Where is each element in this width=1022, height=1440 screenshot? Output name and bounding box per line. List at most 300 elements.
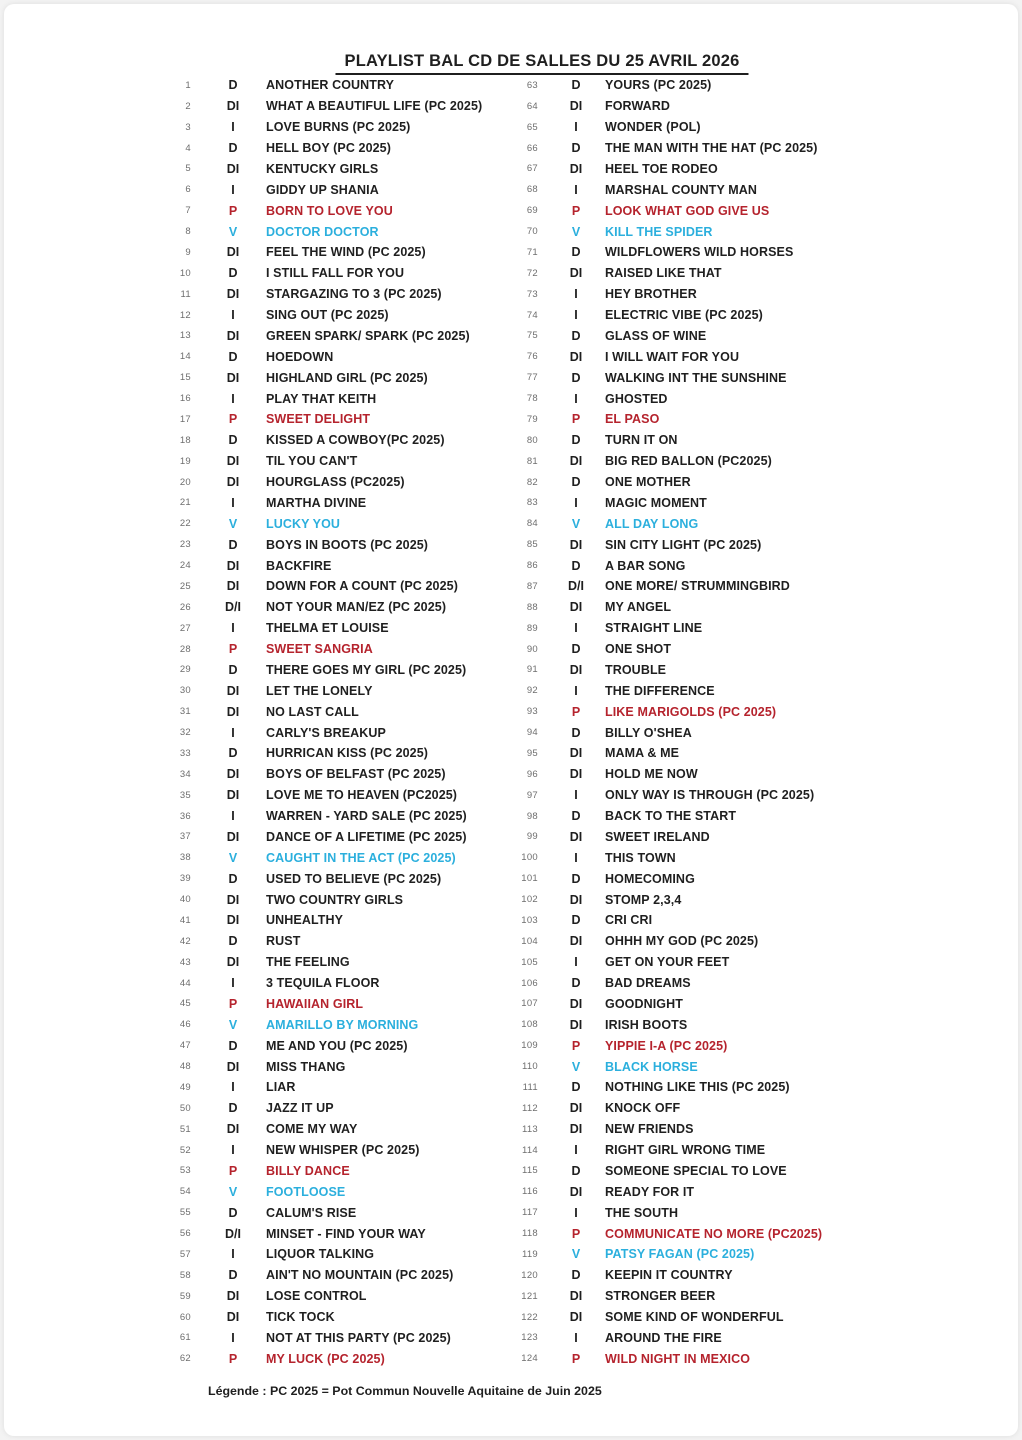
- dance-type-code: D/I: [568, 579, 584, 594]
- playlist-row: [511, 305, 881, 326]
- playlist-row: [511, 263, 881, 284]
- track-number: 109: [521, 1040, 538, 1052]
- playlist-row: [169, 1244, 514, 1265]
- playlist-row: [169, 597, 514, 618]
- dance-type-code: P: [228, 412, 238, 427]
- playlist-row: [511, 847, 881, 868]
- track-number: 12: [179, 309, 191, 321]
- track-number: 59: [179, 1290, 191, 1302]
- dance-type-code: D: [228, 349, 238, 364]
- dance-type-code: DI: [569, 662, 583, 677]
- playlist-row: [511, 973, 881, 994]
- track-title: IRISH BOOTS: [605, 1017, 688, 1032]
- track-title: RIGHT GIRL WRONG TIME: [605, 1143, 766, 1158]
- playlist-row: [511, 409, 881, 430]
- dance-type-code: D: [571, 725, 581, 740]
- dance-type-code: DI: [226, 1059, 240, 1074]
- playlist-row: [511, 1328, 881, 1349]
- track-title: OHHH MY GOD (PC 2025): [605, 934, 759, 949]
- track-title: GIDDY UP SHANIA: [266, 182, 379, 197]
- dance-type-code: D: [571, 976, 581, 991]
- dance-type-code: D: [571, 1080, 581, 1095]
- track-title: LOVE BURNS (PC 2025): [266, 120, 411, 135]
- dance-type-code: DI: [569, 600, 583, 615]
- track-title: HELL BOY (PC 2025): [266, 141, 391, 156]
- track-title: WARREN - YARD SALE (PC 2025): [266, 809, 467, 824]
- playlist-row: [169, 743, 514, 764]
- playlist-row: [169, 179, 514, 200]
- track-number: 52: [179, 1144, 191, 1156]
- track-number: 16: [179, 393, 191, 405]
- dance-type-code: DI: [569, 537, 583, 552]
- dance-type-code: D: [571, 433, 581, 448]
- playlist-row: [169, 263, 514, 284]
- dance-type-code: P: [228, 996, 238, 1011]
- track-title: TWO COUNTRY GIRLS: [266, 892, 404, 907]
- track-number: 111: [522, 1081, 538, 1093]
- track-title: MY LUCK (PC 2025): [266, 1351, 385, 1366]
- playlist-row: [511, 701, 881, 722]
- track-number: 14: [179, 351, 191, 363]
- playlist-row: [169, 680, 514, 701]
- track-number: 72: [526, 267, 538, 279]
- track-title: SWEET SANGRIA: [266, 642, 373, 657]
- dance-type-code: I: [231, 725, 235, 740]
- playlist-row: [169, 284, 514, 305]
- dance-type-code: DI: [569, 1289, 583, 1304]
- playlist-row: [169, 159, 514, 180]
- playlist-column-right: [511, 75, 881, 1369]
- playlist-row: [169, 472, 514, 493]
- track-title: WALKING INT THE SUNSHINE: [605, 370, 787, 385]
- track-title: YOURS (PC 2025): [605, 78, 712, 93]
- track-number: 110: [521, 1061, 538, 1073]
- track-title: USED TO BELIEVE (PC 2025): [266, 871, 442, 886]
- track-title: KILL THE SPIDER: [605, 224, 713, 239]
- playlist-row: [169, 367, 514, 388]
- playlist-row: [169, 618, 514, 639]
- track-number: 10: [179, 267, 191, 279]
- dance-type-code: D: [228, 1101, 238, 1116]
- playlist-row: [169, 868, 514, 889]
- track-title: THERE GOES MY GIRL (PC 2025): [266, 662, 467, 677]
- dance-type-code: V: [571, 224, 581, 239]
- track-number: 112: [521, 1102, 538, 1114]
- playlist-row: [511, 96, 881, 117]
- track-number: 19: [179, 455, 191, 467]
- playlist-row: [169, 305, 514, 326]
- track-number: 5: [185, 163, 191, 175]
- track-number: 39: [179, 873, 191, 885]
- dance-type-code: V: [571, 516, 581, 531]
- track-number: 100: [521, 852, 538, 864]
- track-number: 26: [179, 601, 191, 613]
- playlist-row: [511, 326, 881, 347]
- playlist-row: [169, 576, 514, 597]
- playlist-row: [169, 1328, 514, 1349]
- playlist-row: [511, 388, 881, 409]
- track-title: BOYS IN BOOTS (PC 2025): [266, 537, 429, 552]
- track-number: 124: [521, 1353, 538, 1365]
- track-number: 61: [179, 1332, 191, 1344]
- playlist-row: [169, 493, 514, 514]
- playlist-row: [511, 764, 881, 785]
- track-number: 94: [526, 727, 538, 739]
- track-title: KNOCK OFF: [605, 1101, 681, 1116]
- dance-type-code: DI: [569, 266, 583, 281]
- track-title: MY ANGEL: [605, 600, 672, 615]
- track-number: 66: [526, 142, 538, 154]
- dance-type-code: I: [231, 495, 235, 510]
- track-number: 63: [526, 79, 538, 91]
- playlist-row: [169, 117, 514, 138]
- track-number: 67: [526, 163, 538, 175]
- track-title: RUST: [266, 934, 301, 949]
- playlist-row: [169, 1014, 514, 1035]
- track-number: 89: [526, 622, 538, 634]
- track-title: FEEL THE WIND (PC 2025): [266, 245, 426, 260]
- dance-type-code: V: [571, 1247, 581, 1262]
- playlist-row: [511, 117, 881, 138]
- track-number: 64: [526, 100, 538, 112]
- track-title: I WILL WAIT FOR YOU: [605, 349, 740, 364]
- dance-type-code: D: [228, 1268, 238, 1283]
- dance-type-code: DI: [569, 746, 583, 761]
- dance-type-code: D: [571, 370, 581, 385]
- track-title: MARTHA DIVINE: [266, 495, 367, 510]
- playlist-row: [169, 1223, 514, 1244]
- track-number: 78: [526, 393, 538, 405]
- track-number: 34: [179, 768, 191, 780]
- track-number: 6: [185, 184, 191, 196]
- dance-type-code: DI: [226, 328, 240, 343]
- playlist-row: [511, 889, 881, 910]
- track-number: 29: [179, 664, 191, 676]
- dance-type-code: DI: [569, 767, 583, 782]
- dance-type-code: P: [571, 1038, 581, 1053]
- playlist-row: [511, 555, 881, 576]
- track-number: 25: [179, 580, 191, 592]
- playlist-row: [511, 242, 881, 263]
- track-title: READY FOR IT: [605, 1184, 695, 1199]
- track-title: THE FEELING: [266, 955, 350, 970]
- track-number: 23: [179, 539, 191, 551]
- dance-type-code: D: [228, 78, 238, 93]
- track-title: STRAIGHT LINE: [605, 621, 703, 636]
- track-number: 117: [521, 1207, 538, 1219]
- dance-type-code: P: [571, 1351, 581, 1366]
- track-title: WILD NIGHT IN MEXICO: [605, 1351, 751, 1366]
- dance-type-code: D: [571, 642, 581, 657]
- track-title: CALUM'S RISE: [266, 1205, 357, 1220]
- track-title: A BAR SONG: [605, 558, 686, 573]
- track-title: LUCKY YOU: [266, 516, 341, 531]
- track-title: SOMEONE SPECIAL TO LOVE: [605, 1163, 787, 1178]
- track-title: LOOK WHAT GOD GIVE US: [605, 203, 770, 218]
- track-title: CARLY'S BREAKUP: [266, 725, 386, 740]
- playlist-row: [169, 1035, 514, 1056]
- dance-type-code: DI: [226, 892, 240, 907]
- dance-type-code: D: [571, 1268, 581, 1283]
- dance-type-code: D: [228, 1038, 238, 1053]
- track-number: 65: [526, 121, 538, 133]
- dance-type-code: P: [228, 1163, 238, 1178]
- dance-type-code: I: [231, 1247, 235, 1262]
- track-title: 3 TEQUILA FLOOR: [266, 976, 380, 991]
- dance-type-code: V: [228, 1184, 238, 1199]
- track-number: 69: [526, 205, 538, 217]
- track-title: AROUND THE FIRE: [605, 1330, 722, 1345]
- track-number: 27: [179, 622, 191, 634]
- track-title: WILDFLOWERS WILD HORSES: [605, 245, 794, 260]
- track-title: GREEN SPARK/ SPARK (PC 2025): [266, 328, 470, 343]
- playlist-row: [169, 764, 514, 785]
- track-title: AMARILLO BY MORNING: [266, 1017, 419, 1032]
- playlist-row: [169, 346, 514, 367]
- track-title: ALL DAY LONG: [605, 516, 699, 531]
- dance-type-code: DI: [569, 161, 583, 176]
- track-number: 75: [526, 330, 538, 342]
- dance-type-code: I: [231, 182, 235, 197]
- playlist-row: [511, 221, 881, 242]
- track-number: 114: [521, 1144, 538, 1156]
- track-number: 43: [179, 956, 191, 968]
- track-title: CAUGHT IN THE ACT (PC 2025): [266, 850, 456, 865]
- track-title: RAISED LIKE THAT: [605, 266, 722, 281]
- dance-type-code: I: [231, 621, 235, 636]
- playlist-row: [511, 1014, 881, 1035]
- track-number: 33: [179, 747, 191, 759]
- dance-type-code: I: [231, 308, 235, 323]
- playlist-row: [511, 618, 881, 639]
- track-title: DOCTOR DOCTOR: [266, 224, 379, 239]
- track-title: THIS TOWN: [605, 850, 676, 865]
- track-number: 41: [179, 914, 191, 926]
- track-title: STRONGER BEER: [605, 1289, 716, 1304]
- track-title: NOT AT THIS PARTY (PC 2025): [266, 1330, 451, 1345]
- playlist-row: [511, 952, 881, 973]
- track-number: 105: [521, 956, 538, 968]
- track-title: SWEET DELIGHT: [266, 412, 371, 427]
- playlist-row: [169, 994, 514, 1015]
- dance-type-code: P: [571, 704, 581, 719]
- track-title: HURRICAN KISS (PC 2025): [266, 746, 429, 761]
- dance-type-code: V: [228, 516, 238, 531]
- track-number: 113: [521, 1123, 538, 1135]
- document-page: [4, 4, 1018, 1436]
- dance-type-code: D: [571, 78, 581, 93]
- playlist-row: [169, 326, 514, 347]
- track-title: BIG RED BALLON (PC2025): [605, 454, 772, 469]
- track-number: 55: [179, 1207, 191, 1219]
- dance-type-code: D: [571, 328, 581, 343]
- track-number: 106: [521, 977, 538, 989]
- track-number: 50: [179, 1102, 191, 1114]
- track-number: 99: [526, 831, 538, 843]
- dance-type-code: I: [574, 308, 578, 323]
- track-title: KISSED A COWBOY(PC 2025): [266, 433, 445, 448]
- dance-type-code: P: [571, 412, 581, 427]
- track-number: 101: [521, 873, 538, 885]
- dance-type-code: I: [231, 391, 235, 406]
- dance-type-code: I: [231, 809, 235, 824]
- track-title: HOEDOWN: [266, 349, 334, 364]
- dance-type-code: D: [228, 1205, 238, 1220]
- track-title: DANCE OF A LIFETIME (PC 2025): [266, 829, 467, 844]
- dance-type-code: DI: [226, 1310, 240, 1325]
- track-number: 74: [526, 309, 538, 321]
- playlist-row: [511, 1348, 881, 1369]
- playlist-row: [511, 660, 881, 681]
- playlist-row: [169, 242, 514, 263]
- playlist-row: [511, 1056, 881, 1077]
- track-title: THE MAN WITH THE HAT (PC 2025): [605, 141, 818, 156]
- playlist-row: [511, 1119, 881, 1140]
- track-title: NOTHING LIKE THIS (PC 2025): [605, 1080, 790, 1095]
- track-number: 70: [526, 226, 538, 238]
- dance-type-code: D: [571, 558, 581, 573]
- dance-type-code: P: [228, 642, 238, 657]
- track-title: GHOSTED: [605, 391, 668, 406]
- track-title: ONLY WAY IS THROUGH (PC 2025): [605, 788, 815, 803]
- track-title: LIKE MARIGOLDS (PC 2025): [605, 704, 777, 719]
- track-number: 86: [526, 560, 538, 572]
- dance-type-code: D: [571, 809, 581, 824]
- track-title: ELECTRIC VIBE (PC 2025): [605, 308, 763, 323]
- playlist-row: [169, 75, 514, 96]
- dance-type-code: D: [228, 433, 238, 448]
- track-title: CRI CRI: [605, 913, 653, 928]
- track-title: HOLD ME NOW: [605, 767, 698, 782]
- track-title: YIPPIE I-A (PC 2025): [605, 1038, 728, 1053]
- track-number: 93: [526, 706, 538, 718]
- track-title: BACKFIRE: [266, 558, 332, 573]
- playlist-row: [169, 931, 514, 952]
- dance-type-code: P: [228, 203, 238, 218]
- track-number: 116: [521, 1186, 538, 1198]
- playlist-row: [169, 1307, 514, 1328]
- track-number: 95: [526, 747, 538, 759]
- legend-text: Légende : PC 2025 = Pot Commun Nouvelle Aquitaine de Juin 2025: [208, 1384, 602, 1398]
- track-number: 46: [179, 1019, 191, 1031]
- playlist-row: [169, 430, 514, 451]
- track-number: 2: [185, 100, 191, 112]
- track-number: 60: [179, 1311, 191, 1323]
- playlist-row: [511, 451, 881, 472]
- track-number: 32: [179, 727, 191, 739]
- playlist-row: [169, 889, 514, 910]
- track-title: LET THE LONELY: [266, 683, 373, 698]
- playlist-row: [169, 1077, 514, 1098]
- playlist-row: [511, 513, 881, 534]
- dance-type-code: DI: [226, 683, 240, 698]
- dance-type-code: I: [574, 621, 578, 636]
- track-number: 28: [179, 643, 191, 655]
- track-number: 103: [521, 914, 538, 926]
- track-number: 108: [521, 1019, 538, 1031]
- playlist-row: [511, 1140, 881, 1161]
- playlist-row: [169, 138, 514, 159]
- track-title: NOT YOUR MAN/EZ (PC 2025): [266, 600, 447, 615]
- track-title: MINSET - FIND YOUR WAY: [266, 1226, 426, 1241]
- track-title: HAWAIIAN GIRL: [266, 996, 364, 1011]
- playlist-row: [169, 1265, 514, 1286]
- dance-type-code: DI: [226, 829, 240, 844]
- dance-type-code: I: [574, 391, 578, 406]
- track-number: 49: [179, 1081, 191, 1093]
- track-title: HEY BROTHER: [605, 287, 697, 302]
- track-title: BILLY DANCE: [266, 1163, 350, 1178]
- track-title: LIAR: [266, 1080, 296, 1095]
- dance-type-code: V: [228, 850, 238, 865]
- dance-type-code: I: [574, 1330, 578, 1345]
- playlist-row: [169, 639, 514, 660]
- dance-type-code: V: [571, 1059, 581, 1074]
- playlist-row: [511, 1181, 881, 1202]
- playlist-row: [511, 346, 881, 367]
- dance-type-code: D: [228, 746, 238, 761]
- track-number: 73: [526, 288, 538, 300]
- playlist-row: [511, 284, 881, 305]
- dance-type-code: I: [231, 1330, 235, 1345]
- track-number: 83: [526, 497, 538, 509]
- dance-type-code: I: [231, 1080, 235, 1095]
- track-number: 4: [185, 142, 191, 154]
- track-number: 98: [526, 810, 538, 822]
- dance-type-code: I: [574, 1205, 578, 1220]
- dance-type-code: DI: [226, 955, 240, 970]
- track-title: GET ON YOUR FEET: [605, 955, 730, 970]
- track-number: 18: [179, 434, 191, 446]
- dance-type-code: I: [574, 120, 578, 135]
- dance-type-code: D: [228, 662, 238, 677]
- dance-type-code: DI: [569, 1310, 583, 1325]
- dance-type-code: DI: [569, 829, 583, 844]
- dance-type-code: D: [571, 913, 581, 928]
- dance-type-code: V: [228, 224, 238, 239]
- playlist-row: [169, 806, 514, 827]
- dance-type-code: V: [228, 1017, 238, 1032]
- track-number: 40: [179, 894, 191, 906]
- track-number: 62: [179, 1353, 191, 1365]
- dance-type-code: D: [228, 871, 238, 886]
- playlist-row: [169, 200, 514, 221]
- playlist-row: [169, 827, 514, 848]
- track-title: HIGHLAND GIRL (PC 2025): [266, 370, 428, 385]
- playlist-row: [511, 472, 881, 493]
- track-number: 96: [526, 768, 538, 780]
- track-title: COMMUNICATE NO MORE (PC2025): [605, 1226, 823, 1241]
- track-number: 58: [179, 1269, 191, 1281]
- track-number: 22: [179, 518, 191, 530]
- dance-type-code: DI: [569, 1184, 583, 1199]
- dance-type-code: I: [574, 495, 578, 510]
- dance-type-code: DI: [226, 1122, 240, 1137]
- track-number: 56: [179, 1228, 191, 1240]
- playlist-row: [511, 430, 881, 451]
- track-title: BORN TO LOVE YOU: [266, 203, 393, 218]
- track-number: 104: [521, 935, 538, 947]
- dance-type-code: DI: [226, 287, 240, 302]
- dance-type-code: D: [228, 537, 238, 552]
- track-title: FORWARD: [605, 99, 671, 114]
- track-number: 53: [179, 1165, 191, 1177]
- playlist-row: [169, 910, 514, 931]
- playlist-row: [511, 1161, 881, 1182]
- playlist-row: [169, 1098, 514, 1119]
- track-number: 30: [179, 685, 191, 697]
- track-number: 81: [526, 455, 538, 467]
